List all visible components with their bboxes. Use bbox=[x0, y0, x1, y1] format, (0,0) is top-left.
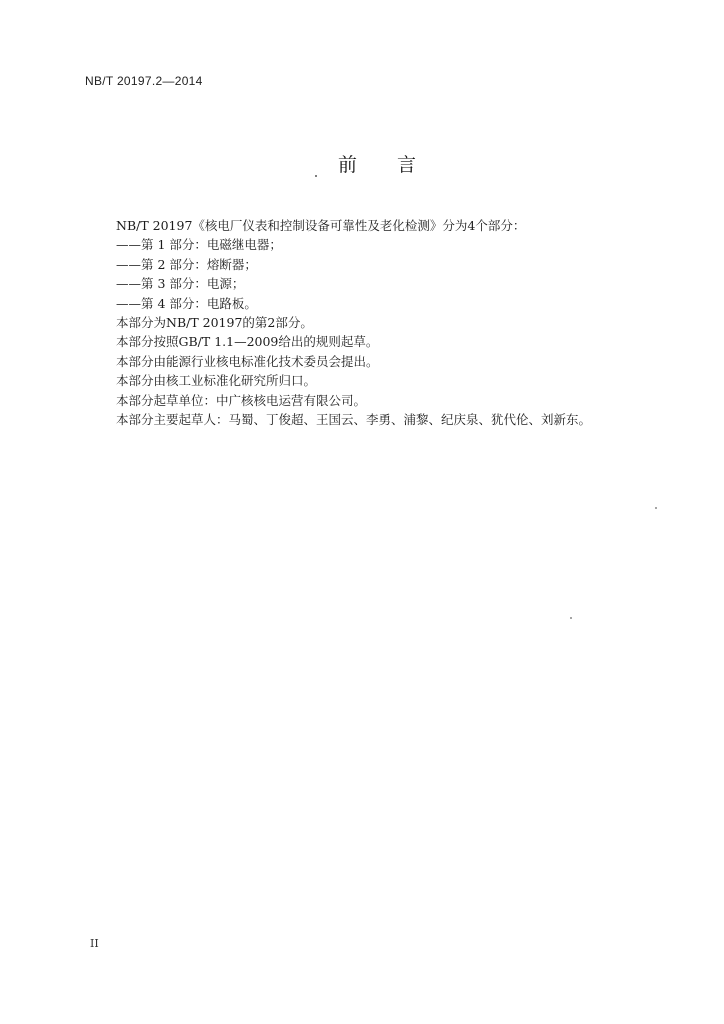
page-title bbox=[0, 150, 724, 177]
foreword-body bbox=[116, 216, 676, 429]
standard-code: NB/T 20197.2—2014 bbox=[85, 74, 203, 88]
foreword-line: NB/T 20197《核电厂仪表和控制设备可靠性及老化检测》分为4个部分： bbox=[116, 218, 526, 233]
foreword-line: 本部分由能源行业核电标准化技术委员会提出。 bbox=[116, 353, 379, 369]
foreword-line: ——第 4 部分：电路板。 bbox=[116, 295, 257, 311]
page-number: II bbox=[90, 937, 99, 950]
scan-dot bbox=[315, 175, 317, 177]
foreword-line: ——第 2 部分：熔断器； bbox=[116, 256, 257, 272]
foreword-line: 本部分按照GB/T 1.1—2009给出的规则起草。 bbox=[116, 334, 379, 350]
foreword-line: 本部分起草单位：中广核核电运营有限公司。 bbox=[116, 392, 367, 408]
foreword-line: ——第 1 部分：电磁继电器； bbox=[116, 237, 282, 253]
foreword-line: ——第 3 部分：电源； bbox=[116, 276, 245, 292]
title-char-1: 前 bbox=[337, 154, 357, 176]
foreword-line: 本部分由核工业标准化研究所归口。 bbox=[116, 373, 317, 389]
scan-speck bbox=[655, 507, 657, 509]
foreword-line: 本部分主要起草人：马蜀、丁俊超、王国云、李勇、浦黎、纪庆泉、犹代伦、刘新东。 bbox=[116, 411, 592, 427]
title-char-2: 言 bbox=[397, 154, 417, 176]
scan-speck bbox=[570, 617, 572, 619]
foreword-line: 本部分为NB/T 20197的第2部分。 bbox=[116, 314, 313, 330]
